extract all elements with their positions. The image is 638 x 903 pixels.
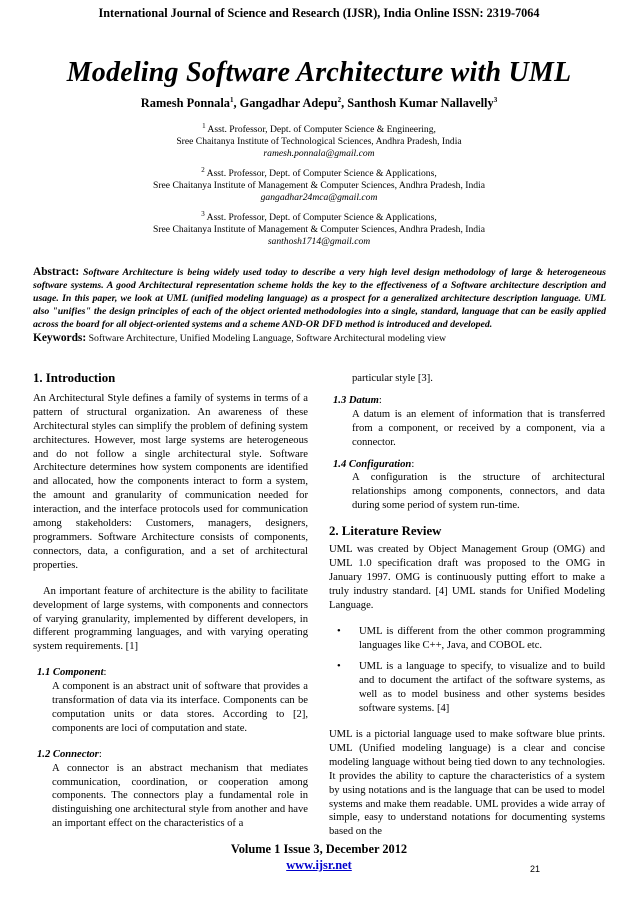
affiliation-1 [0,121,638,160]
abstract [33,266,606,331]
affiliation-role: Asst. Professor, Dept. of Computer Science & Applications, [204,212,437,223]
affiliation-email[interactable]: santhosh1714@gmail.com [267,236,371,247]
journal-header: International Journal of Science and Research (IJSR), India Online ISSN: 2319-7064 [98,6,540,20]
subsection-datum [329,394,605,450]
author-sup: 2 [337,95,342,104]
bullet-icon: • [337,661,341,673]
affiliation-2 [0,165,638,204]
paragraph: A configuration is the structure of architectural relationships among components, connectors, and data during some period of system run-time. [352,472,605,512]
affiliation-institute: Sree Chaitanya Institute of Management & Computer Sciences, Andhra Pradesh, India [153,224,485,235]
affiliation-email[interactable]: ramesh.ponnala@gmail.com [263,148,375,159]
affiliation-institute: Sree Chaitanya Institute of Technological Sciences, Andhra Pradesh, India [176,136,462,147]
affiliation-sup: 1 [202,121,206,130]
affiliation-role: Asst. Professor, Dept. of Computer Science & Engineering, [205,124,436,135]
heading-colon: : [98,748,102,760]
bullet-icon: • [337,625,341,637]
affiliation-role: Asst. Professor, Dept. of Computer Science & Applications, [204,168,437,179]
paragraph: UML was created by Object Management Group (OMG) and UML 1.0 specification draft was proposed to the OMG in January 1997. OMG is continuously putting effort to make a truly industry standard. [4] UML stands for Unified Modeling Language. [329,544,605,611]
author-name: Santhosh Kumar Nallavelly [347,96,494,110]
paragraph: A connector is an abstract mechanism that mediates communication, coordination, or cooperation among components. The connectors play a fundamental role in distinguishing one architectural style from another and have an important effect on the characteristics of a [52,762,308,830]
bullet-item [329,660,605,716]
right-column [329,372,605,839]
paragraph: UML is a pictorial language used to make software blue prints. UML (Unified modeling language) is a clear and concise modeling language without being tied down to any technologies. It provides the ability to capture the characteristics of a system by using notations and is the language that can be used to model systems and make them readable. UML provides a wide array of simple, easy to understand notations for documenting systems based on the [329,729,605,838]
footer-link[interactable]: www.ijsr.net [286,858,352,872]
abstract-label: Abstract: [33,266,80,278]
subsection-configuration [329,458,605,514]
heading-colon: : [378,394,382,406]
affiliation-sup: 2 [201,165,205,174]
keywords-label: Keywords: [33,332,87,344]
affiliation-email[interactable]: gangadhar24mca@gmail.com [260,192,378,203]
left-column [33,372,308,831]
keywords [33,332,606,345]
affiliation-3 [0,209,638,248]
paragraph: A component is an abstract unit of software that provides a transformation of data via its interface. Components can be computation units or data stores. According to [2], components are loci of computation and state. [52,681,308,734]
keywords-text: Software Architecture, Unified Modeling Language, Software Architectural modeling view [88,333,447,344]
bullet-item [329,625,605,653]
paragraph: An Architectural Style defines a family of systems in terms of a pattern of structural organization. An awareness of these Architectural styles can simplify the problem of defining system architectures. However, most large systems are heterogeneous and do not follow a single architectural style. Software Architecture determines how system components are identified and allocated, how the components interact to form a system, the amount and granularity of communication needed for interaction, and the interface protocols used for communication among stakeholders: Customers, managers, designers, programmers. Software Architecture consists of components, connectors, data, a configuration, and a set of architectural properties. [33,392,308,571]
author-name: Ramesh Ponnala [140,96,230,110]
affiliation-sup: 3 [201,209,205,218]
subsection-heading: 1.4 Configuration [333,458,412,470]
affiliation-institute: Sree Chaitanya Institute of Management & Computer Sciences, Andhra Pradesh, India [153,180,485,191]
author-name: Gangadhar Adepu [239,96,338,110]
subsection-component [33,666,308,736]
footer-volume: Volume 1 Issue 3, December 2012 [230,842,408,856]
bullet-text: UML is different from the other common programming languages like C++, Java, and COBOL etc. [359,625,605,651]
section-heading: 1. Introduction [33,371,116,385]
paper-title: Modeling Software Architecture with UML [66,57,572,88]
paragraph: An important feature of architecture is the ability to facilitate development of large systems, with components and connectors of varying granularity, implemented by different developers, in different programming languages, and with varying operating system requirements. [1] [33,585,308,653]
subsection-connector [33,748,308,831]
author-sep: , [341,96,348,110]
subsection-heading: 1.2 Connector [37,748,99,760]
author-sup: 1 [229,95,234,104]
author-list [0,96,638,111]
bullet-text: UML is a language to specify, to visualize and to build and to document the artifact of the software systems, as well as to model business and other systems besides software systems. [4] [359,661,605,715]
author-sup: 3 [493,95,498,104]
author-sep: , [233,96,240,110]
heading-colon: : [103,667,107,679]
section-heading: 2. Literature Review [329,524,442,539]
page-number: 21 [530,864,541,874]
paragraph: A datum is an element of information that is transferred from a component, or received by a component, via a connector. [352,408,605,448]
subsection-heading: 1.1 Component [37,667,104,679]
abstract-text: Software Architecture is being widely used today to describe a very high level design methodology of large & heterogeneous software systems. A good Architectural representation scheme holds the key to the effectiveness of a Software architecture description and usage. In this paper, we look at UML (unified modeling language) as a prospect for a generalized architecture description language. UML also "unifies" the design principles of each of the object oriented methodologies into a single, standard, language that can be easily applied across the board for all object-oriented systems and a scheme AND-OR DFD method is introduced and developed. [33,267,606,330]
paragraph: particular style [3]. [352,373,433,384]
heading-colon: : [411,458,415,470]
subsection-heading: 1.3 Datum [333,394,379,406]
